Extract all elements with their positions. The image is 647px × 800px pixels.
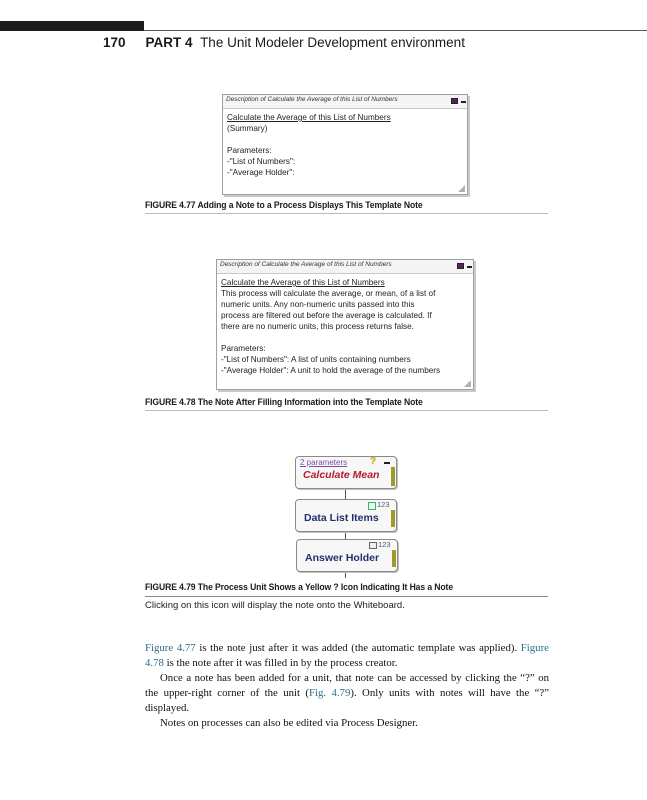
note-blank-line [227,134,463,145]
unit-handle[interactable] [391,510,395,527]
minimize-icon[interactable] [384,462,390,464]
resize-grip-icon[interactable] [464,380,471,387]
figure-caption: FIGURE 4.77 Adding a Note to a Process Displays This Template Note [145,199,423,211]
list-type-icon [368,502,376,510]
resize-grip-icon[interactable] [458,185,465,192]
text-run: ). Only units with notes will have the “?” displayed. [145,687,549,714]
note-blank-line [221,332,469,343]
unit-handle[interactable] [392,550,396,567]
note-line: -"Average Holder": [227,168,295,177]
note-line: process are filtered out before the average is calculated. If [221,311,432,320]
page-number: 170 [103,35,126,50]
caption-rule [145,596,548,597]
note-line: there are no numeric units, this process returns false. [221,322,414,331]
template-note-window[interactable] [222,94,468,195]
note-line: Calculate the Average of this List of Numbers [221,278,385,287]
caption-rule [145,213,548,214]
unit-handle[interactable] [391,467,395,486]
data-list-unit[interactable] [295,499,397,532]
unit-badge: 123 [377,500,390,509]
figure-caption: FIGURE 4.78 The Note After Filling Information into the Template Note [145,396,423,408]
unit-badge: 123 [378,540,391,549]
paragraph [145,641,549,671]
note-line: (Summary) [227,124,268,133]
part-label: PART 4 [145,35,193,50]
filled-note-window[interactable] [216,259,474,390]
minimize-icon[interactable] [461,101,466,103]
parameters-label: 2 parameters [300,458,348,467]
note-body[interactable] [223,109,467,181]
note-line: This process will calculate the average, or mean, of a list of [221,289,436,298]
note-line: Parameters: [221,344,266,353]
note-color-icon[interactable] [457,263,464,269]
unit-name: Answer Holder [305,552,380,564]
header-rule-line [144,30,647,31]
caption-rule [145,410,548,411]
chapter-title: The Unit Modeler Development environment [200,35,465,50]
note-line: Parameters: [227,146,272,155]
running-header [103,35,465,50]
note-line: -"Average Holder": A unit to hold the average of the numbers [221,366,441,375]
process-name: Calculate Mean [303,469,380,481]
answer-holder-unit[interactable] [296,539,398,572]
note-color-icon[interactable] [451,98,458,104]
figure-subcaption: Clicking on this icon will display the note onto the Whiteboard. [145,600,405,611]
note-body[interactable] [217,274,473,379]
text-run: Once a note has been added for a unit, that note can be accessed by clicking the “?” on the upper-right corner of the unit ( [145,672,549,699]
paragraph: Notes on processes can also be edited via Process Designer. [160,717,418,729]
process-unit[interactable] [295,456,397,489]
unit-name: Data List Items [304,512,379,524]
note-line: -"List of Numbers": A list of units containing numbers [221,355,411,364]
body-text [145,641,549,731]
figure-caption: FIGURE 4.79 The Process Unit Shows a Yellow ? Icon Indicating It Has a Note [145,581,453,593]
text-run: is the note after it was filled in by the process creator. [163,657,398,669]
note-title-bar[interactable] [223,95,467,109]
figure-link[interactable]: Figure 4.78 [145,642,549,669]
holder-type-icon [369,542,377,549]
note-line: -"List of Numbers": [227,157,296,166]
figure-link[interactable]: Fig. 4.79 [308,687,351,699]
note-title-bar[interactable] [217,260,473,274]
header-rule-bar [0,21,144,31]
note-question-icon[interactable]: ? [370,456,377,467]
minimize-icon[interactable] [467,266,472,268]
paragraph [145,671,549,716]
note-title: Description of Calculate the Average of this List of Numbers [220,261,392,268]
note-line: numeric units. Any non-numeric units passed into this [221,300,415,309]
text-run: is the note just after it was added (the automatic template was applied). [195,642,518,654]
figure-link[interactable]: Figure 4.77 [145,642,196,654]
note-title: Description of Calculate the Average of this List of Numbers [226,96,398,103]
note-line: Calculate the Average of this List of Numbers [227,113,391,122]
